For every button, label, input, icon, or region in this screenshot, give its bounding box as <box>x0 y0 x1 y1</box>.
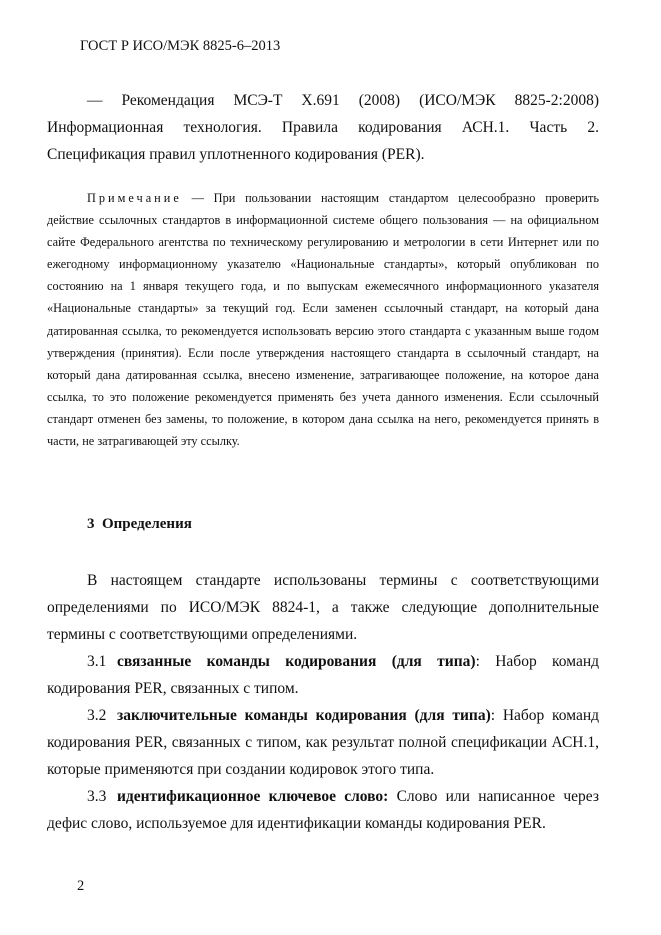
note-paragraph <box>47 187 599 452</box>
note-text: — При пользовании настоящим стандартом целесообразно проверить действие ссылочных стандартов в информационной системе общего пользования — на официальном сайте Федерального агентства по техническому регулированию и метрологии в сети Интернет или по ежегодному информационному указателю «Национальные стандарты», который опубликован по состоянию на 1 января текущего года, и по выпускам ежемесячного информационного указателя «Национальные стандарты» за текущий год. Если заменен ссылочный стандарт, на который дана датированная ссылка, то рекомендуется использовать версию этого стандарта с указанным выше годом утверждения (принятия). Если после утверждения настоящего стандарта в ссылочный стандарт, на который дана датированная ссылка, внесено изменение, затрагивающее положение, на которое дана ссылка, то это положение рекомендуется применять без учета данного изменения. Если ссылочный стандарт отменен без замены, то положение, в котором дана ссылка на него, рекомендуется принять в части, не затрагивающей эту ссылку. <box>47 191 599 449</box>
definition-number: 3.3 <box>87 788 107 805</box>
normative-reference: — Рекомендация МСЭ-Т X.691 (2008) (ИСО/МЭК 8825-2:2008) Информационная технология. Правила кодирования АСН.1. Часть 2. Спецификация правил уплотненного кодирования (PER). <box>47 92 599 163</box>
page-number: 2 <box>77 878 85 894</box>
definition-number: 3.2 <box>87 707 107 724</box>
definition-text: Набор команд кодирования PER, связанных с типом. <box>47 653 600 697</box>
section-title: Определения <box>102 516 192 532</box>
section-heading <box>87 516 192 533</box>
definition-text: Набор команд кодирования PER, связанных с типом, как результат полной спецификации АСН.1, которые применяются при создании кодировок этого типа. <box>47 707 599 778</box>
definition-number: 3.1 <box>87 653 107 670</box>
definition-term: связанные команды кодирования (для типа) <box>117 653 476 670</box>
definition-item <box>47 783 599 837</box>
definition-separator: : <box>475 653 480 670</box>
definition-term: идентификационное ключевое слово: <box>117 788 389 805</box>
definition-item <box>47 648 599 702</box>
definition-term: заключительные команды кодирования (для типа) <box>117 707 491 724</box>
definition-item <box>47 702 599 783</box>
definition-separator: : <box>490 707 496 724</box>
intro-paragraph: В настоящем стандарте использованы термины с соответствующими определениями по ИСО/МЭК 8824-1, а также следующие дополнительные термины с соответствующими определениями. <box>47 572 599 643</box>
document-header: ГОСТ Р ИСО/МЭК 8825-6–2013 <box>80 38 281 54</box>
section-number: 3 <box>87 516 95 532</box>
definition-text: Слово или написанное через дефис слово, используемое для идентификации команды кодирования PER. <box>47 788 599 832</box>
note-label: Примечание <box>87 191 182 205</box>
